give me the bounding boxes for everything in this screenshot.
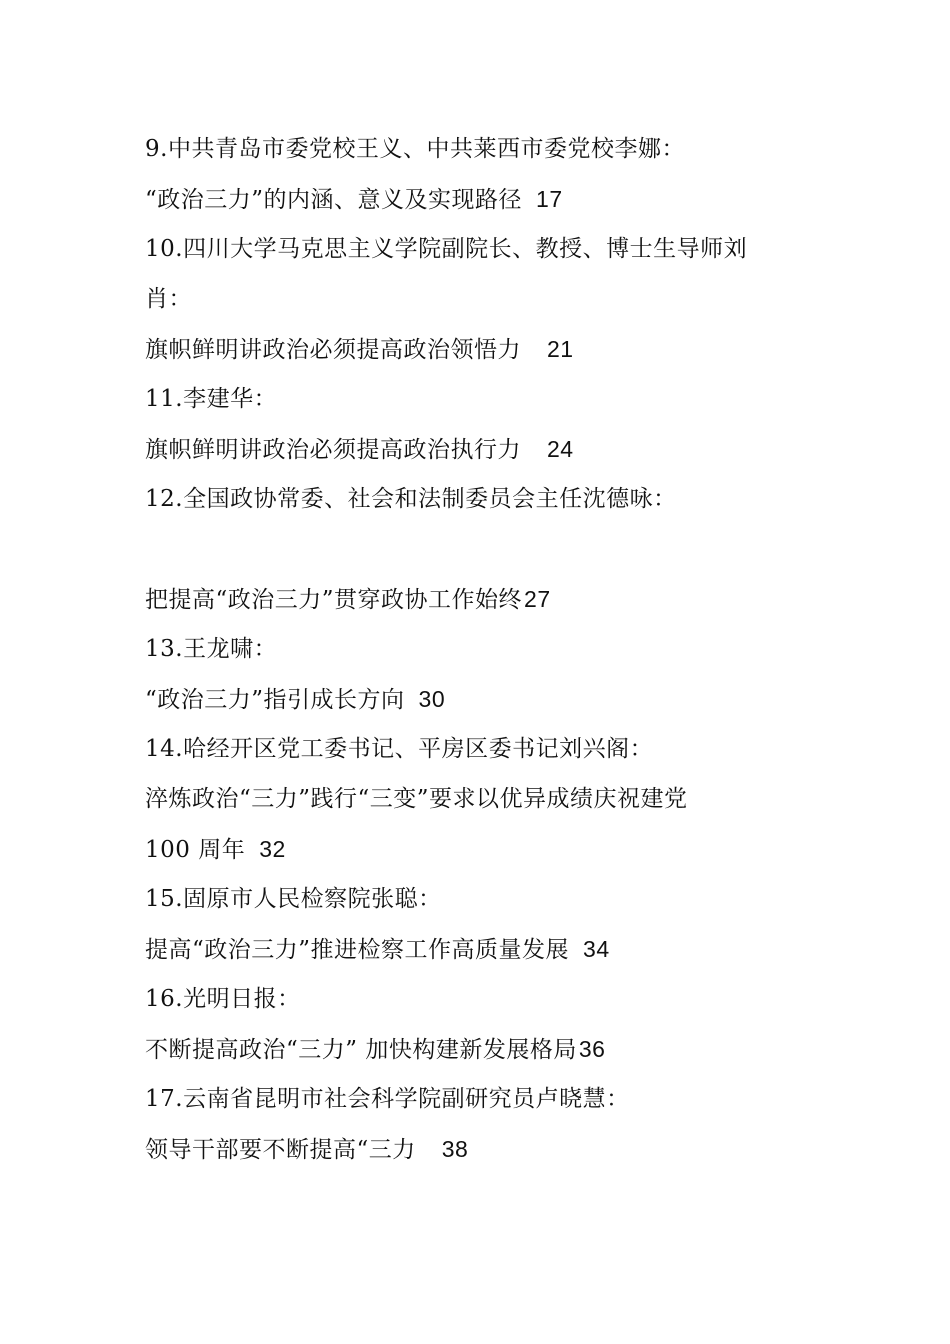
toc-entry-title — [145, 1034, 605, 1065]
toc-entry-text: 17.云南省昆明市社会科学院副研究员卢晓慧： — [145, 1086, 630, 1112]
toc-page-number: 32 — [259, 836, 286, 862]
toc-entry-title — [145, 684, 445, 715]
toc-entry-text: 把提高“政治三力”贯穿政协工作始终 — [145, 587, 523, 613]
toc-entry-title-continued — [145, 834, 286, 865]
toc-entry-text: 9.中共青岛市委党校王义、中共莱西市委党校李娜： — [145, 136, 685, 162]
toc-entry-heading — [145, 884, 442, 914]
toc-entry-heading-continued — [145, 284, 192, 314]
toc-entry-text: 旗帜鲜明讲政治必须提高政治领悟力 — [145, 337, 521, 363]
toc-page-number: 27 — [524, 586, 551, 612]
toc-entry-title — [145, 934, 610, 965]
toc-entry-heading — [145, 134, 685, 164]
toc-entry-title — [145, 784, 688, 814]
toc-page-number: 36 — [578, 1036, 606, 1062]
toc-page-number: 17 — [536, 186, 563, 212]
toc-page-number: 38 — [441, 1136, 469, 1162]
toc-entry-text: 15.固原市人民检察院张聪： — [145, 886, 442, 912]
toc-entry-title — [145, 1134, 468, 1165]
toc-entry-text: 14.哈经开区党工委书记、平房区委书记刘兴阁： — [145, 736, 654, 762]
toc-entry-text: “政治三力”的内涵、意义及实现路径 — [145, 187, 523, 213]
toc-entry-heading — [145, 634, 277, 664]
toc-entry-text: 13.王龙啸： — [145, 636, 278, 662]
toc-entry-text: 淬炼政治“三力”践行“三变”要求以优异成绩庆祝建党 — [145, 786, 688, 812]
toc-page-number: 21 — [547, 336, 574, 362]
toc-page-number: 24 — [547, 436, 574, 462]
toc-entry-title — [145, 434, 574, 465]
toc-entry-text: 肖： — [145, 286, 192, 312]
toc-entry-heading — [145, 734, 653, 764]
toc-entry-text: 10.四川大学马克思主义学院副院长、教授、博士生导师刘 — [145, 236, 748, 262]
toc-entry-text: 16.光明日报： — [145, 986, 301, 1012]
toc-entry-text: 100 周年 — [145, 837, 246, 863]
toc-entry-heading — [145, 484, 677, 514]
toc-page-number: 30 — [418, 686, 446, 712]
toc-entry-text: 12.全国政协常委、社会和法制委员会主任沈德咏： — [145, 486, 677, 512]
toc-entry-title — [145, 584, 551, 615]
toc-entry-title — [145, 334, 574, 365]
toc-entry-heading — [145, 384, 277, 414]
toc-entry-text: 11.李建华： — [145, 386, 278, 412]
toc-entry-text: 领导干部要不断提高“三力 — [145, 1137, 416, 1163]
toc-entry-heading — [145, 1084, 630, 1114]
toc-entry-text: “政治三力”指引成长方向 — [145, 687, 405, 713]
toc-entry-heading — [145, 984, 301, 1014]
toc-entry-heading — [145, 234, 747, 264]
toc-entry-text: 提高“政治三力”推进检察工作高质量发展 — [145, 937, 570, 963]
toc-entry-text: 旗帜鲜明讲政治必须提高政治执行力 — [145, 437, 521, 463]
toc-page-number: 34 — [583, 936, 610, 962]
toc-entry-text: 不断提高政治“三力” 加快构建新发展格局 — [145, 1037, 577, 1063]
toc-entry-title — [145, 184, 563, 215]
